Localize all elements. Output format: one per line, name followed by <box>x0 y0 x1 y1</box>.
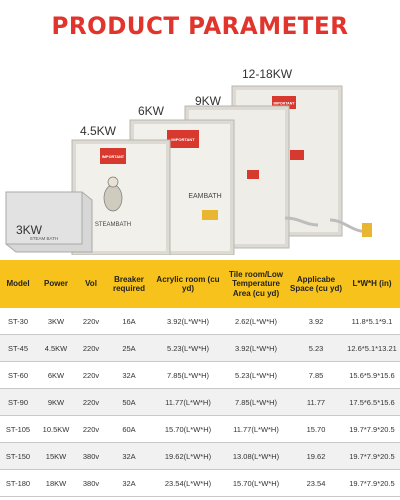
cell-applicable-space: 19.62 <box>288 443 344 470</box>
unit-3kw <box>6 192 92 252</box>
table-row <box>0 389 400 416</box>
label-6kw: 6KW <box>138 104 165 118</box>
cell-breaker: 32A <box>106 470 152 497</box>
cell-vol: 220v <box>76 416 106 443</box>
warning-label-text: IMPORTANT <box>273 101 295 106</box>
column-header-breaker: Breaker required <box>106 260 152 308</box>
warning-label-text: IMPORTANT <box>171 137 195 142</box>
cell-breaker: 32A <box>106 362 152 389</box>
page-title: PRODUCT PARAMETER <box>51 12 349 40</box>
table-row <box>0 308 400 335</box>
cell-power: 3KW <box>36 308 76 335</box>
label-4-5kw: 4.5KW <box>80 124 117 138</box>
column-header-model: Model <box>0 260 36 308</box>
column-header-power: Power <box>36 260 76 308</box>
cell-power: 10.5KW <box>36 416 76 443</box>
cell-model: ST-90 <box>0 389 36 416</box>
column-header-dimensions: L*W*H (in) <box>344 260 400 308</box>
cell-acrylic-room: 23.54(L*W*H) <box>152 470 224 497</box>
cell-vol: 220v <box>76 308 106 335</box>
warning-label-text: IMPORTANT <box>101 155 125 159</box>
cell-breaker: 25A <box>106 335 152 362</box>
cell-acrylic-room: 19.62(L*W*H) <box>152 443 224 470</box>
column-header-acrylic-room: Acrylic room (cu yd) <box>152 260 224 308</box>
table-header-row <box>0 260 400 308</box>
cell-vol: 220v <box>76 335 106 362</box>
cell-applicable-space: 7.85 <box>288 362 344 389</box>
cell-tile-room: 13.08(L*W*H) <box>224 443 288 470</box>
cell-tile-room: 15.70(L*W*H) <box>224 470 288 497</box>
cell-tile-room: 3.92(L*W*H) <box>224 335 288 362</box>
table-row <box>0 416 400 443</box>
column-header-applicable-space: Applicabe Space (cu yd) <box>288 260 344 308</box>
brand-label: STEAMBATH <box>94 222 132 228</box>
table-row <box>0 470 400 497</box>
cell-vol: 380v <box>76 443 106 470</box>
cell-dimensions: 11.8*5.1*9.1 <box>344 308 400 335</box>
cell-acrylic-room: 15.70(L*W*H) <box>152 416 224 443</box>
table-row <box>0 362 400 389</box>
cell-dimensions: 17.5*6.5*15.6 <box>344 389 400 416</box>
cell-acrylic-room: 11.77(L*W*H) <box>152 389 224 416</box>
label-3kw: 3KW <box>16 223 43 237</box>
valve-icon <box>362 223 372 237</box>
cell-model: ST-60 <box>0 362 36 389</box>
cell-applicable-space: 15.70 <box>288 416 344 443</box>
cell-model: ST-105 <box>0 416 36 443</box>
cell-tile-room: 5.23(L*W*H) <box>224 362 288 389</box>
cell-acrylic-room: 7.85(L*W*H) <box>152 362 224 389</box>
brand-badge: STEAM BATH <box>29 236 59 241</box>
cell-power: 6KW <box>36 362 76 389</box>
table-row <box>0 335 400 362</box>
spec-table <box>0 260 400 497</box>
cell-model: ST-45 <box>0 335 36 362</box>
cell-breaker: 16A <box>106 308 152 335</box>
brand-label: EAMBATH <box>188 193 222 200</box>
column-header-vol: Vol <box>76 260 106 308</box>
cell-acrylic-room: 3.92(L*W*H) <box>152 308 224 335</box>
cell-dimensions: 19.7*7.9*20.5 <box>344 443 400 470</box>
cell-applicable-space: 23.54 <box>288 470 344 497</box>
valve-icon <box>202 210 218 220</box>
cell-power: 9KW <box>36 389 76 416</box>
cell-tile-room: 2.62(L*W*H) <box>224 308 288 335</box>
cell-vol: 220v <box>76 389 106 416</box>
cell-model: ST-150 <box>0 443 36 470</box>
valve-icon <box>247 170 259 179</box>
valve-icon <box>290 150 304 160</box>
table-row <box>0 443 400 470</box>
cell-applicable-space: 3.92 <box>288 308 344 335</box>
cell-model: ST-180 <box>0 470 36 497</box>
person-graphic <box>104 185 122 211</box>
cell-tile-room: 11.77(L*W*H) <box>224 416 288 443</box>
cell-vol: 380v <box>76 470 106 497</box>
cell-breaker: 50A <box>106 389 152 416</box>
cell-applicable-space: 11.77 <box>288 389 344 416</box>
cell-model: ST-30 <box>0 308 36 335</box>
steam-generator-lineup <box>0 60 400 255</box>
cell-acrylic-room: 5.23(L*W*H) <box>152 335 224 362</box>
cell-power: 15KW <box>36 443 76 470</box>
cell-dimensions: 12.6*5.1*13.21 <box>344 335 400 362</box>
cell-dimensions: 15.6*5.9*15.6 <box>344 362 400 389</box>
label-12-18kw: 12-18KW <box>242 67 293 81</box>
cell-power: 18KW <box>36 470 76 497</box>
cell-applicable-space: 5.23 <box>288 335 344 362</box>
cell-dimensions: 19.7*7.9*20.5 <box>344 470 400 497</box>
cell-breaker: 60A <box>106 416 152 443</box>
cell-vol: 220v <box>76 362 106 389</box>
label-9kw: 9KW <box>195 94 222 108</box>
cell-tile-room: 7.85(L*W*H) <box>224 389 288 416</box>
cell-power: 4.5KW <box>36 335 76 362</box>
column-header-tile-room: Tile room/Low Temperature Area (cu yd) <box>224 260 288 308</box>
cell-dimensions: 19.7*7.9*20.5 <box>344 416 400 443</box>
cell-breaker: 32A <box>106 443 152 470</box>
